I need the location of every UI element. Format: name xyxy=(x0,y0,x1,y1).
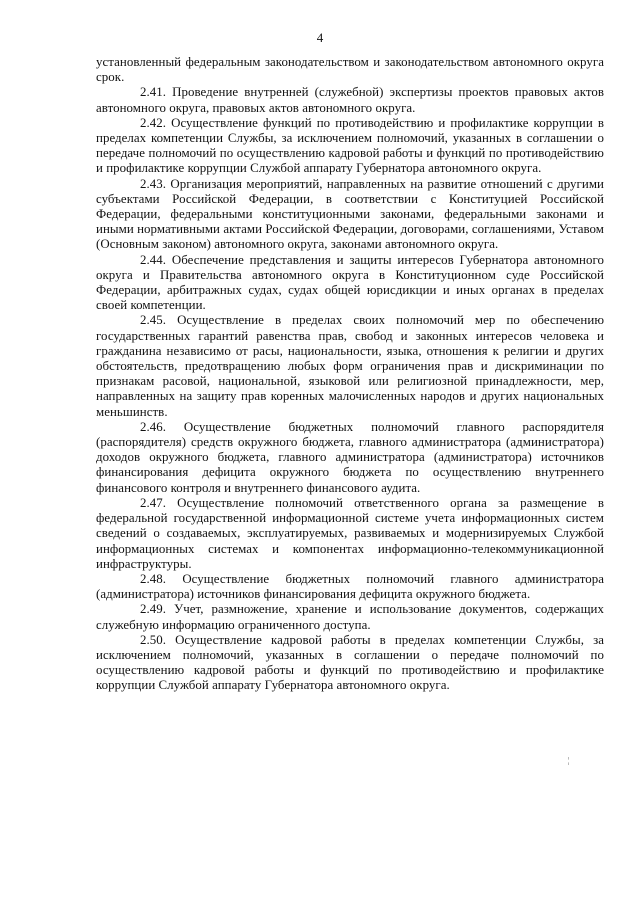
paragraph-2-42: 2.42. Осуществление функций по противодействию и профилактике коррупции в пределах компетенции Службы, за исключением полномочий, указанных в соглашении о передаче полномочий по осуществлению кадровой работы и функций по противодействию и профилактике коррупции Службой аппарату Губернатора автономного округа. xyxy=(96,115,604,176)
paragraph-2-48: 2.48. Осуществление бюджетных полномочий главного администратора (администратора) источников финансирования дефицита окружного бюджета. xyxy=(96,571,604,602)
scan-mark: ¦ xyxy=(568,756,570,765)
paragraph-2-43: 2.43. Организация мероприятий, направленных на развитие отношений с другими субъектами Российской Федерации, в соответствии с Конституцией Российской Федерации, федеральными конституционными законами, федеральными законами и иными нормативными актами Российской Федерации, договорами, соглашениями, Уставом (Основным законом) автономного округа, законами автономного округа. xyxy=(96,176,604,252)
paragraph-2-45: 2.45. Осуществление в пределах своих полномочий мер по обеспечению государственных гарантий равенства прав, свобод и законных интересов человека и гражданина независимо от расы, национальности, языка, отношения к религии и других обстоятельств, предотвращению любых форм ограничения прав и дискриминации по признакам расовой, национальной, языковой или религиозной принадлежности, мер, направленных на защиту прав коренных малочисленных народов и других национальных меньшинств. xyxy=(96,313,604,419)
paragraph-2-47: 2.47. Осуществление полномочий ответственного органа за размещение в федеральной государственной информационной системе учета информационных систем сведений о создаваемых, эксплуатируемых, развиваемых и модернизируемых Службой информационных системах и компонентах информационно-телекоммуникационной инфраструктуры. xyxy=(96,495,604,571)
paragraph-2-49: 2.49. Учет, размножение, хранение и использование документов, содержащих служебную информацию ограниченного доступа. xyxy=(96,602,604,632)
paragraph-continuation: установленный федеральным законодательством и законодательством автономного округа срок. xyxy=(96,55,604,85)
paragraph-2-46: 2.46. Осуществление бюджетных полномочий главного распорядителя (распорядителя) средств окружного бюджета, главного администратора (администратора) доходов окружного бюджета, главного администратора (администратора) источников финансирования дефицита окружного бюджета по осуществлению внутреннего финансового контроля и внутреннего финансового аудита. xyxy=(96,419,604,495)
page-number: 4 xyxy=(316,30,324,45)
paragraph-2-50: 2.50. Осуществление кадровой работы в пределах компетенции Службы, за исключением полномочий, указанных в соглашении о передаче полномочий по осуществлению кадровой работы и функций по противодействию и профилактике коррупции Службой аппарату Губернатора автономного округа. xyxy=(96,632,604,693)
paragraph-2-41: 2.41. Проведение внутренней (служебной) экспертизы проектов правовых актов автономного округа, правовых актов автономного округа. xyxy=(96,85,604,115)
document-body xyxy=(96,55,604,694)
paragraph-2-44: 2.44. Обеспечение представления и защиты интересов Губернатора автономного округа и Правительства автономного округа в Конституционном суде Российской Федерации, арбитражных судах, судах общей юрисдикции и иных органах в пределах своей компетенции. xyxy=(96,252,604,313)
